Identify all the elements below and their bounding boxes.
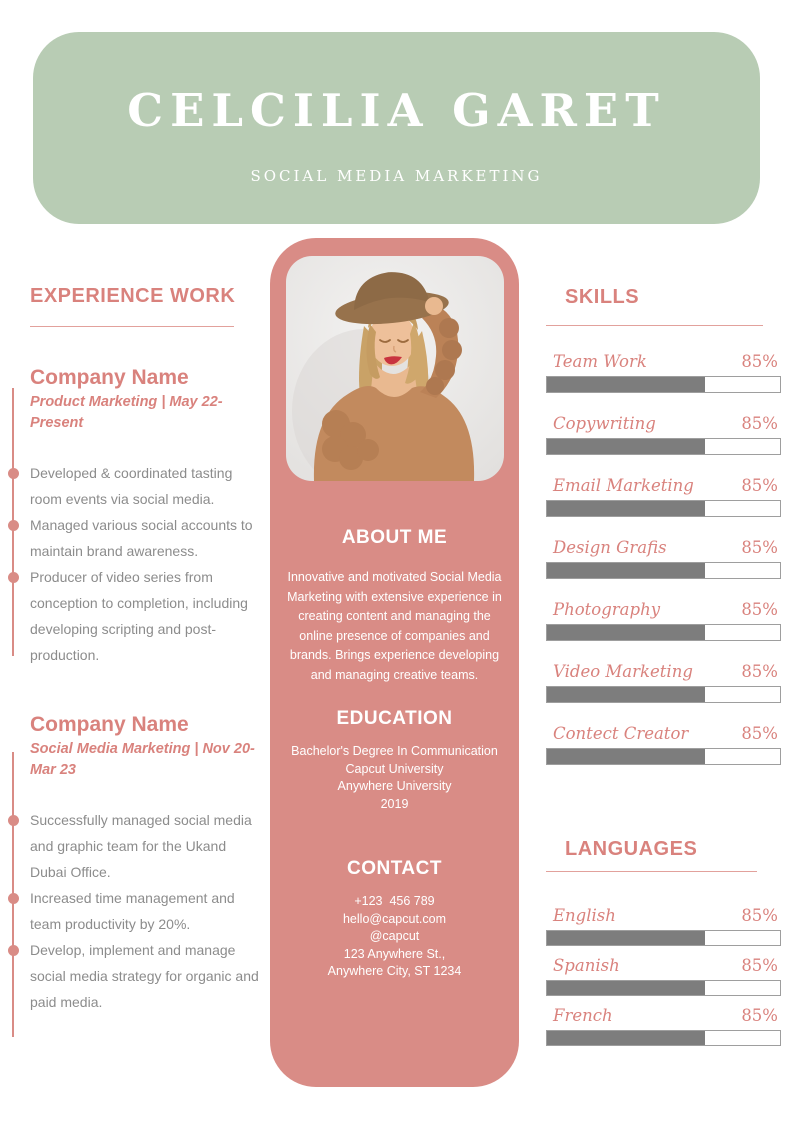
skill-bar-fill [547,625,705,640]
skill-label: Photography [553,600,661,619]
name-title: CELCILIA GARET [127,84,666,137]
skill-bar [546,562,781,579]
job-bullet [30,807,262,885]
skill-label: Team Work [553,352,647,371]
education-lines [270,743,519,813]
contact-address: 123 Anywhere St., [343,946,446,961]
skill-value: 85% [741,352,778,371]
contact-email: hello@capcut.com [342,911,446,926]
skill-bar-fill [547,687,705,702]
language-meter [546,905,781,946]
skill-value: 85% [741,538,778,557]
contact-handle: @capcut [369,929,420,943]
skill-bar [546,748,781,765]
bullet-text: Managed various social accounts to maintain brand awareness. [30,517,253,559]
skill-bar-fill [547,501,705,516]
language-label: English [553,906,616,925]
profile-photo [286,256,504,481]
skill-bar-fill [547,377,705,392]
timeline-dot-icon [8,520,19,531]
job-meta: Social Media Marketing | Nov 20-Mar 23 [30,741,255,778]
skill-value: 85% [741,414,778,433]
skill-bar-fill [547,749,705,764]
skill-label: Copywriting [553,414,656,433]
languages-heading: LANGUAGES [565,838,698,860]
skill-meter [546,661,781,703]
job-bullet-list [30,807,262,1015]
language-bar [546,930,781,946]
job-bullet [30,460,262,512]
job-bullet [30,885,262,937]
skill-bar [546,686,781,703]
languages-divider [546,871,757,872]
skill-meter [546,351,781,393]
job-entry-1 [30,366,262,668]
skill-bar [546,624,781,641]
job-bullet [30,937,262,1015]
job-entry-2 [30,713,262,1015]
language-bar-fill [547,981,705,995]
contact-lines [270,893,519,981]
contact-phone: +123 456 789 [354,894,435,908]
education-heading: EDUCATION [336,708,453,729]
education-school: Anywhere University [337,779,452,793]
language-label: French [553,1006,613,1025]
education-school: Capcut University [345,761,444,776]
skill-bar [546,438,781,455]
about-heading: ABOUT ME [341,527,448,548]
skills-divider [546,325,763,326]
skill-label: Contect Creator [553,724,689,743]
education-degree: Bachelor's Degree In Communication [291,744,498,758]
bullet-text: Develop, implement and manage social media strategy for organic and paid media. [30,942,259,1010]
bullet-text: Increased time management and team productivity by 20%. [30,890,235,932]
profile-panel [270,238,519,1087]
skill-meter [546,475,781,517]
job-meta: Product Marketing | May 22-Present [30,394,223,431]
bullet-text: Successfully managed social media and graphic team for the Ukand Dubai Office. [30,812,252,880]
language-value: 85% [741,1006,778,1025]
timeline-dot-icon [8,815,19,826]
skill-label: Email Marketing [553,476,694,495]
language-meter [546,955,781,996]
skill-value: 85% [741,600,778,619]
contact-city: Anywhere City, ST 1234 [327,964,462,978]
header-card [33,32,760,224]
experience-heading: EXPERIENCE WORK [30,285,236,307]
timeline-dot-icon [8,893,19,904]
skills-list [546,351,781,785]
experience-divider [30,326,234,327]
company-name: Company Name [30,713,189,736]
skill-label: Design Grafis [553,538,667,557]
timeline-dot-icon [8,945,19,956]
job-title-subtitle: SOCIAL MEDIA MARKETING [250,167,543,185]
skill-value: 85% [741,476,778,495]
language-value: 85% [741,906,778,925]
languages-list [546,905,781,1055]
language-label: Spanish [553,956,620,975]
language-value: 85% [741,956,778,975]
job-bullet [30,512,262,564]
language-meter [546,1005,781,1046]
skill-bar [546,376,781,393]
contact-heading: CONTACT [347,858,442,879]
bullet-text: Developed & coordinated tasting room events via social media. [30,465,233,507]
skill-meter [546,599,781,641]
job-bullet-list [30,460,262,668]
education-year: 2019 [380,796,409,811]
skill-meter [546,413,781,455]
about-text: Innovative and motivated Social Media Marketing with extensive experience in creating content and managing the online presence of companies and brands. Brings experience developing and managing creative teams. [287,570,502,682]
bullet-text: Producer of video series from conception to completion, including developing scripting and post-production. [30,569,248,663]
skill-bar-fill [547,439,705,454]
skills-heading: SKILLS [565,286,640,308]
skill-meter [546,537,781,579]
company-name: Company Name [30,366,189,389]
skill-value: 85% [741,662,778,681]
skill-bar [546,500,781,517]
job-bullet [30,564,262,668]
language-bar [546,1030,781,1046]
language-bar-fill [547,931,705,945]
skill-bar-fill [547,563,705,578]
language-bar-fill [547,1031,705,1045]
skill-label: Video Marketing [553,662,693,681]
skill-meter [546,723,781,765]
skill-value: 85% [741,724,778,743]
portrait-illustration [286,256,504,481]
timeline-dot-icon [8,468,19,479]
timeline-dot-icon [8,572,19,583]
language-bar [546,980,781,996]
